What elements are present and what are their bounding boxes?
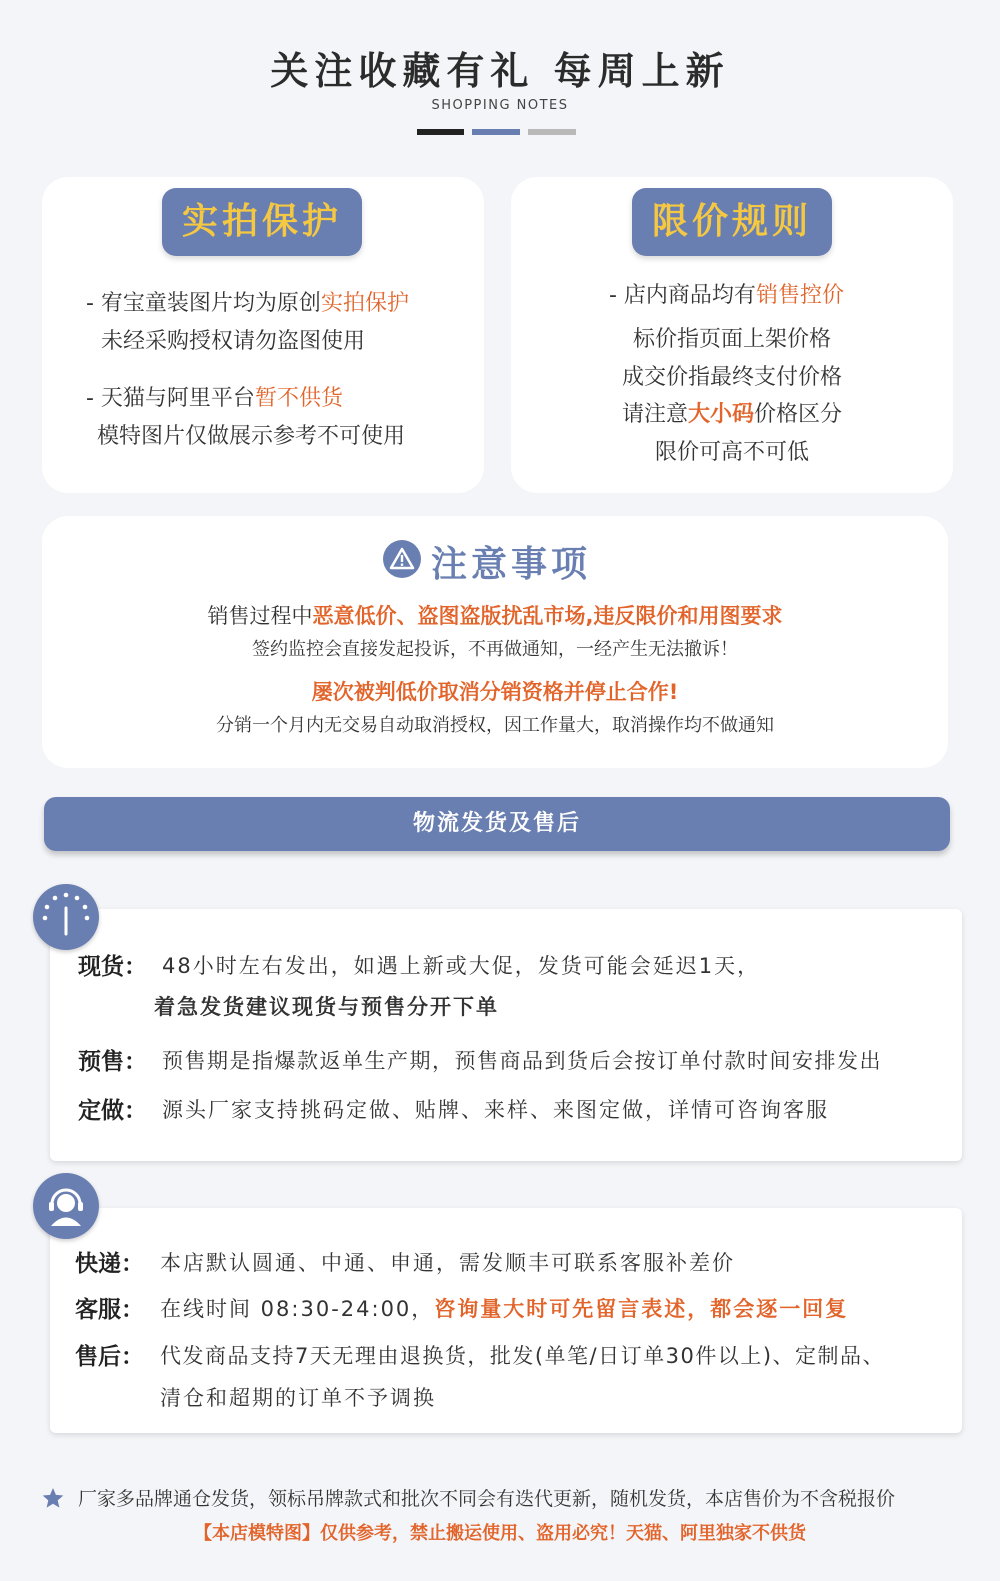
express-text: 本店默认圆通、中通、申通，需发顺丰可联系客服补差价 bbox=[160, 1251, 735, 1275]
spot-highlight: 着急发货建议现货与预售分开下单 bbox=[154, 995, 499, 1019]
headset-user-icon bbox=[33, 1173, 99, 1239]
card-right-line-4: 请注意大小码价格区分 bbox=[621, 402, 843, 427]
divider-bar-black bbox=[417, 129, 464, 135]
page-title: 关注收藏有礼 每周上新 bbox=[270, 49, 730, 93]
page-subtitle: SHOPPING NOTES bbox=[431, 98, 569, 113]
footer-line-2: 【本店模特图】仅供参考，禁止搬运使用、盗用必究！天猫、阿里独家不供货 bbox=[194, 1523, 806, 1544]
logistics-band: 物流发货及售后 bbox=[44, 797, 950, 851]
card-right-line-2: 标价指页面上架价格 bbox=[632, 327, 831, 352]
custom-text: 源头厂家支持挑码定做、贴牌、来样、来图定做，详情可咨询客服 bbox=[162, 1098, 829, 1122]
divider-bar-gray bbox=[528, 129, 576, 135]
express-label: 快递： bbox=[75, 1251, 144, 1277]
card-title-price-rules: 限价规则 bbox=[632, 188, 832, 256]
notice-line-4: 分销一个月内无交易自动取消授权，因工作量大，取消操作均不做通知 bbox=[216, 715, 774, 736]
presale-label: 预售： bbox=[78, 1049, 147, 1075]
card-left-line-2: 未经采购授权请勿盗图使用 bbox=[101, 329, 366, 354]
card-right-line-1: - 店内商品均有销售控价 bbox=[609, 283, 844, 308]
notice-line-3: 屡次被判低价取消分销资格并停止合作! bbox=[311, 680, 679, 704]
presale-text: 预售期是指爆款返单生产期，预售商品到货后会按订单付款时间安排发出 bbox=[162, 1049, 882, 1073]
clock-icon bbox=[33, 884, 99, 950]
divider-bar-blue bbox=[472, 129, 520, 135]
spot-label: 现货： bbox=[78, 954, 147, 980]
notice-line-1: 销售过程中恶意低价、盗图盗版扰乱市场,违反限价和用图要求 bbox=[207, 604, 783, 628]
card-title-photo-protection: 实拍保护 bbox=[162, 188, 362, 256]
custom-label: 定做： bbox=[78, 1098, 147, 1124]
after-text-1: 代发商品支持7天无理由退换货，批发(单笔/日订单30件以上)、定制品、 bbox=[160, 1344, 886, 1368]
after-label: 售后： bbox=[75, 1344, 144, 1370]
cs-text: 在线时间 08:30-24:00，咨询量大时可先留言表述，都会逐一回复 bbox=[160, 1297, 849, 1321]
notice-line-2: 签约监控会直接发起投诉，不再做通知，一经产生无法撤诉！ bbox=[252, 639, 738, 660]
star-icon bbox=[41, 1486, 65, 1510]
card-left-line-1: - 宥宝童装图片均为原创实拍保护 bbox=[86, 291, 409, 316]
footer-line-1: 厂家多品牌通仓发货，领标吊牌款式和批次不同会有迭代更新，随机发货，本店售价为不含税报价 bbox=[78, 1488, 896, 1510]
cs-label: 客服： bbox=[75, 1297, 144, 1323]
card-right-line-5: 限价可高不可低 bbox=[654, 440, 809, 465]
card-right-line-3: 成交价指最终支付价格 bbox=[621, 365, 842, 390]
warning-icon bbox=[383, 540, 421, 578]
card-left-line-4: 模特图片仅做展示参考不可使用 bbox=[97, 424, 406, 449]
card-left-line-3: - 天猫与阿里平台暂不供货 bbox=[86, 386, 343, 411]
after-text-2: 清仓和超期的订单不予调换 bbox=[160, 1386, 436, 1410]
spot-text: 48小时左右发出，如遇上新或大促，发货可能会延迟1天， bbox=[162, 954, 761, 978]
notice-title: 注意事项 bbox=[431, 544, 592, 585]
